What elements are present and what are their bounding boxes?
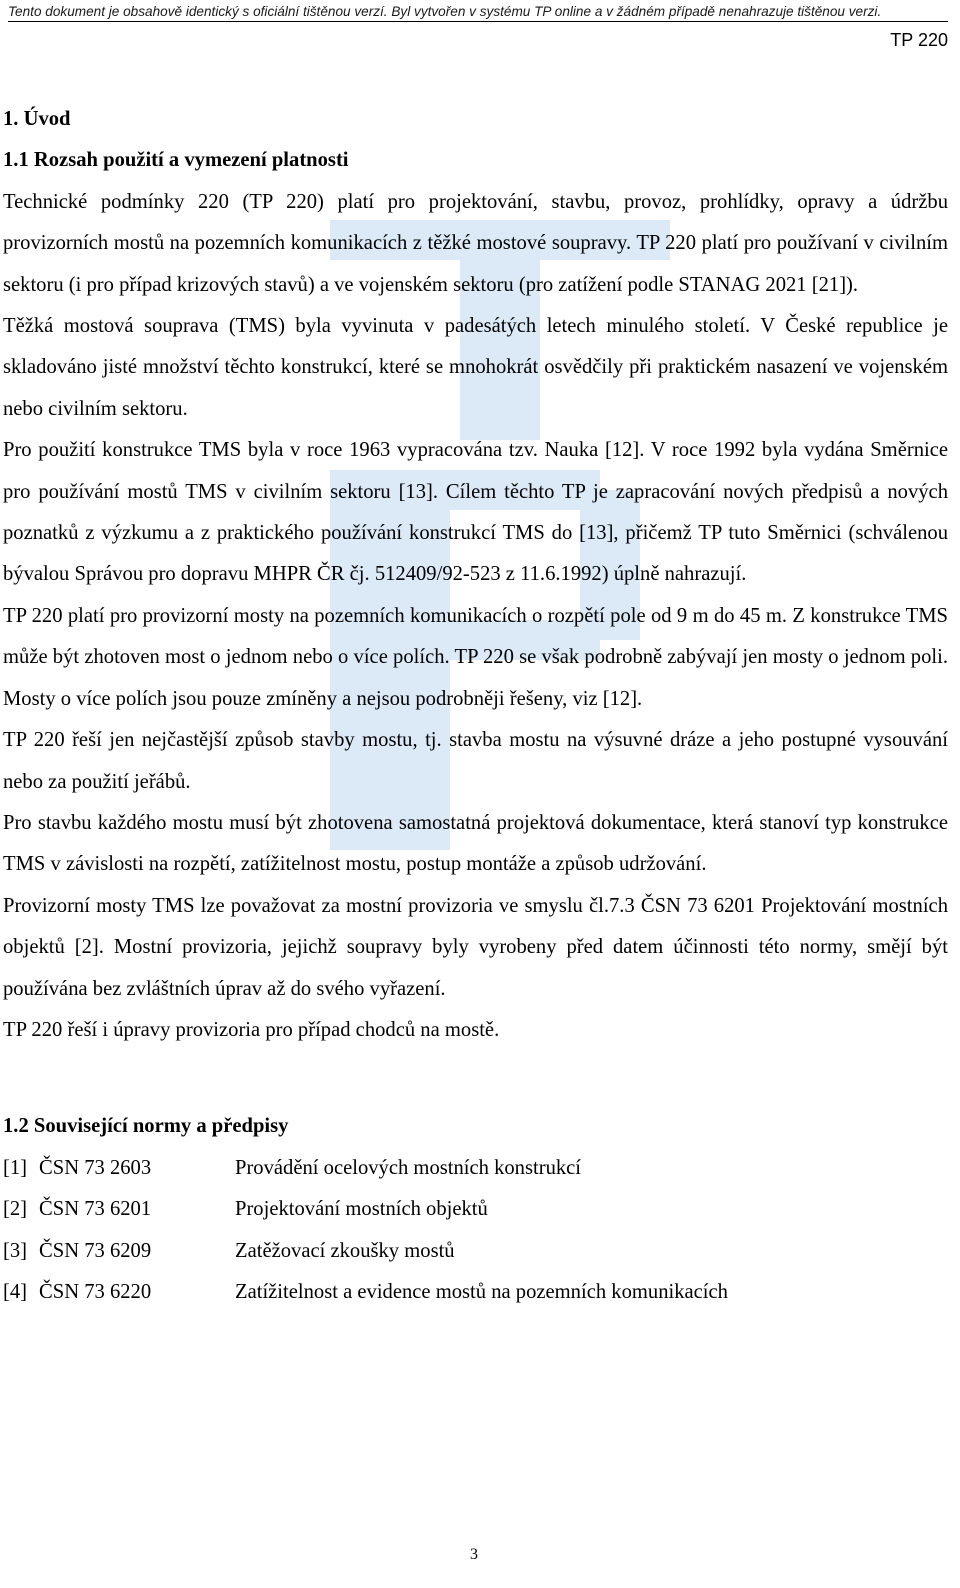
reference-code: ČSN 73 2603 [39,1156,152,1179]
paragraph: TP 220 platí pro provizorní mosty na pozemních komunikacích o rozpětí pole od 9 m do 45 m. Z konstrukce TMS může být zhotoven most o jednom nebo o více polích. TP 220 se však podrobně zabývají jen mosty o jednom poli. Mosty o více polích jsou pouze zmíněny a nejsou podrobněji řešeny, viz [12]. [3,604,948,710]
reference-title: Provádění ocelových mostních konstrukcí [235,1156,582,1179]
reference-item [3,1231,948,1272]
paragraph: Technické podmínky 220 (TP 220) platí pro projektování, stavbu, provoz, prohlídky, opravy a údržbu provizorních mostů na pozemních komunikacích z těžké mostové soupravy. TP 220 platí pro používaní v civilním sektoru (i pro případ krizových stavů) a ve vojenském sektoru (pro zatížení podle STANAG 2021 [21]). [3,190,948,296]
paragraph: Pro stavbu každého mostu musí být zhotovena samostatná projektová dokumentace, která stanoví typ konstrukce TMS v závislosti na rozpětí, zatížitelnost mostu, postup montáže a způsob udržování. [3,811,948,876]
main-content [3,99,948,1313]
reference-number: [4] [3,1280,28,1303]
reference-number: [2] [3,1198,28,1221]
reference-number: [3] [3,1239,28,1262]
reference-code: ČSN 73 6220 [39,1280,152,1303]
page-number: 3 [470,1546,478,1563]
paragraph: Těžká mostová souprava (TMS) byla vyvinuta v padesátých letech minulého století. V České republice je skladováno jisté množství těchto konstrukcí, které se mnohokrát osvědčily při praktickém nasazení ve vojenském nebo civilním sektoru. [3,315,948,420]
section-heading-normy: 1.2 Související normy a předpisy [3,1115,289,1138]
section-heading-rozsah: 1.1 Rozsah použití a vymezení platnosti [3,149,349,172]
reference-title: Zatížitelnost a evidence mostů na pozemních komunikacích [235,1280,728,1303]
disclaimer-banner: Tento dokument je obsahově identický s oficiální tištěnou verzí. Byl vytvořen v systému TP online a v žádném případě nenahrazuje tištěnou verzi. [8,4,948,22]
paragraph: TP 220 řeší jen nejčastější způsob stavby mostu, tj. stavba mostu na výsuvné dráze a jeho postupné vysouvání nebo za použití jeřábů. [3,729,948,793]
paragraph: TP 220 řeší i úpravy provizoria pro případ chodců na mostě. [3,1018,500,1041]
section-heading-uvod: 1. Úvod [3,108,71,130]
reference-item [3,1148,948,1189]
reference-code: ČSN 73 6201 [39,1198,152,1221]
reference-item [3,1272,948,1313]
document-code: TP 220 [890,30,948,50]
reference-code: ČSN 73 6209 [39,1239,152,1262]
reference-title: Projektování mostních objektů [235,1198,488,1221]
paragraph: Provizorní mosty TMS lze považovat za mostní provizoria ve smyslu čl.7.3 ČSN 73 6201 Projektování mostních objektů [2]. Mostní provizoria, jejichž soupravy byly vyrobeny před datem účinnosti této normy, smějí být používána bez zvláštních úprav až do svého vyřazení. [3,894,948,1000]
reference-title: Zatěžovací zkoušky mostů [235,1239,455,1262]
reference-number: [1] [3,1156,28,1179]
reference-item [3,1189,948,1230]
references-list [3,1148,948,1314]
paragraph: Pro použití konstrukce TMS byla v roce 1963 vypracována tzv. Nauka [12]. V roce 1992 byla vydána Směrnice pro používání mostů TMS v civilním sektoru [13]. Cílem těchto TP je zapracování nových předpisů a nových poznatků z výzkumu a z praktického používání konstrukcí TMS do [13], přičemž TP tuto Směrnici (schválenou bývalou Správou pro dopravu MHPR ČR čj. 512409/92-523 z 11.6.1992) úplně nahrazují. [3,439,948,586]
